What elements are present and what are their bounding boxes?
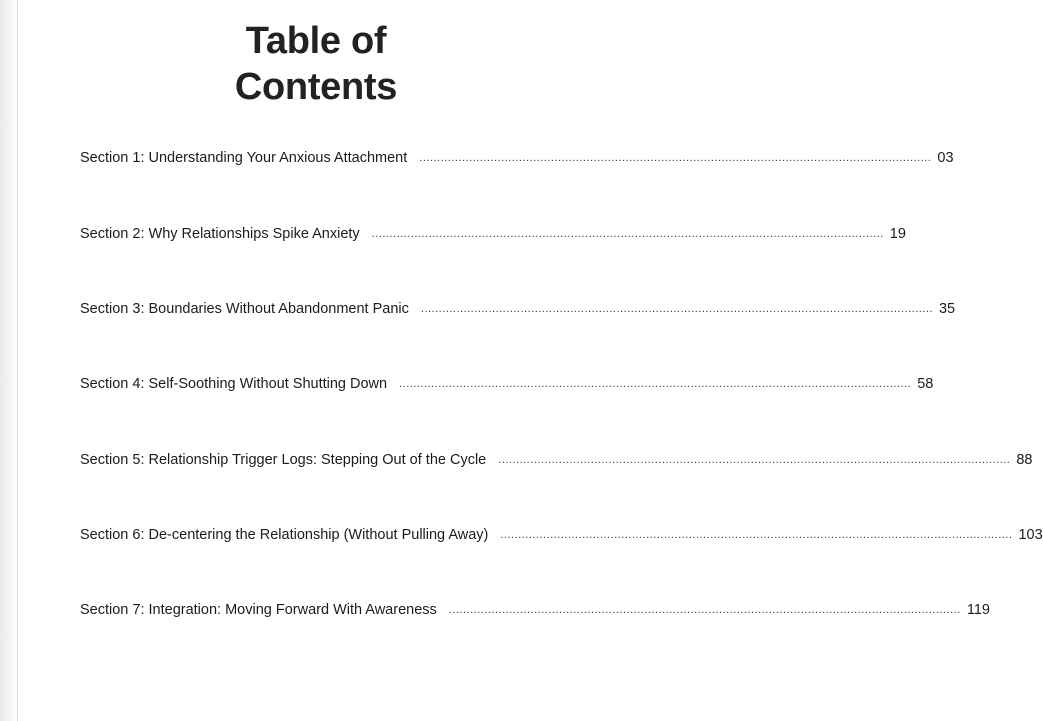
page-title-line-2: Contents	[234, 66, 398, 108]
toc-entry-page-number: 35	[938, 301, 956, 317]
toc-entry-page-number: 19	[889, 226, 906, 242]
toc-entry-label: Section 2: Why Relationships Spike Anxiety	[80, 226, 360, 242]
toc-entry-leader: ................................................................................................................................................	[419, 152, 932, 164]
toc-entry-label: Section 5: Relationship Trigger Logs: Stepping Out of the Cycle	[80, 452, 487, 468]
toc-entry[interactable]	[80, 301, 956, 321]
toc-entry-leader: ................................................................................................................................................	[420, 303, 933, 315]
toc-entry[interactable]	[80, 602, 990, 622]
page-title-line-1: Table of	[245, 20, 387, 62]
toc-entry-label: Section 7: Integration: Moving Forward With Awareness	[80, 602, 437, 618]
toc-entry-label: Section 3: Boundaries Without Abandonment Panic	[80, 301, 409, 317]
toc-entry-page-number: 119	[966, 602, 990, 618]
toc-entry[interactable]	[80, 226, 906, 246]
toc-entry[interactable]	[80, 452, 1033, 472]
toc-entry-leader: ................................................................................................................................................	[500, 529, 1013, 541]
toc-entry-leader: ................................................................................................................................................	[448, 604, 961, 616]
toc-entry-label: Section 1: Understanding Your Anxious Attachment	[80, 150, 408, 166]
toc-entry-label: Section 4: Self-Soothing Without Shutting Down	[80, 376, 388, 392]
toc-entry-label: Section 6: De-centering the Relationship (Without Pulling Away)	[80, 527, 489, 543]
toc-entry-leader: ................................................................................................................................................	[371, 228, 884, 240]
toc-entry[interactable]	[80, 527, 1043, 547]
toc-entry-leader: ................................................................................................................................................	[399, 378, 912, 390]
toc-entry-page-number: 88	[1016, 452, 1033, 468]
toc-entry[interactable]	[80, 376, 934, 396]
toc-entry-page-number: 58	[917, 376, 934, 392]
toc-entry-page-number: 103	[1018, 527, 1043, 543]
toc-entry-page-number: 03	[937, 150, 954, 166]
toc-entry[interactable]	[80, 150, 954, 170]
toc-entry-leader: ................................................................................................................................................	[498, 454, 1011, 466]
